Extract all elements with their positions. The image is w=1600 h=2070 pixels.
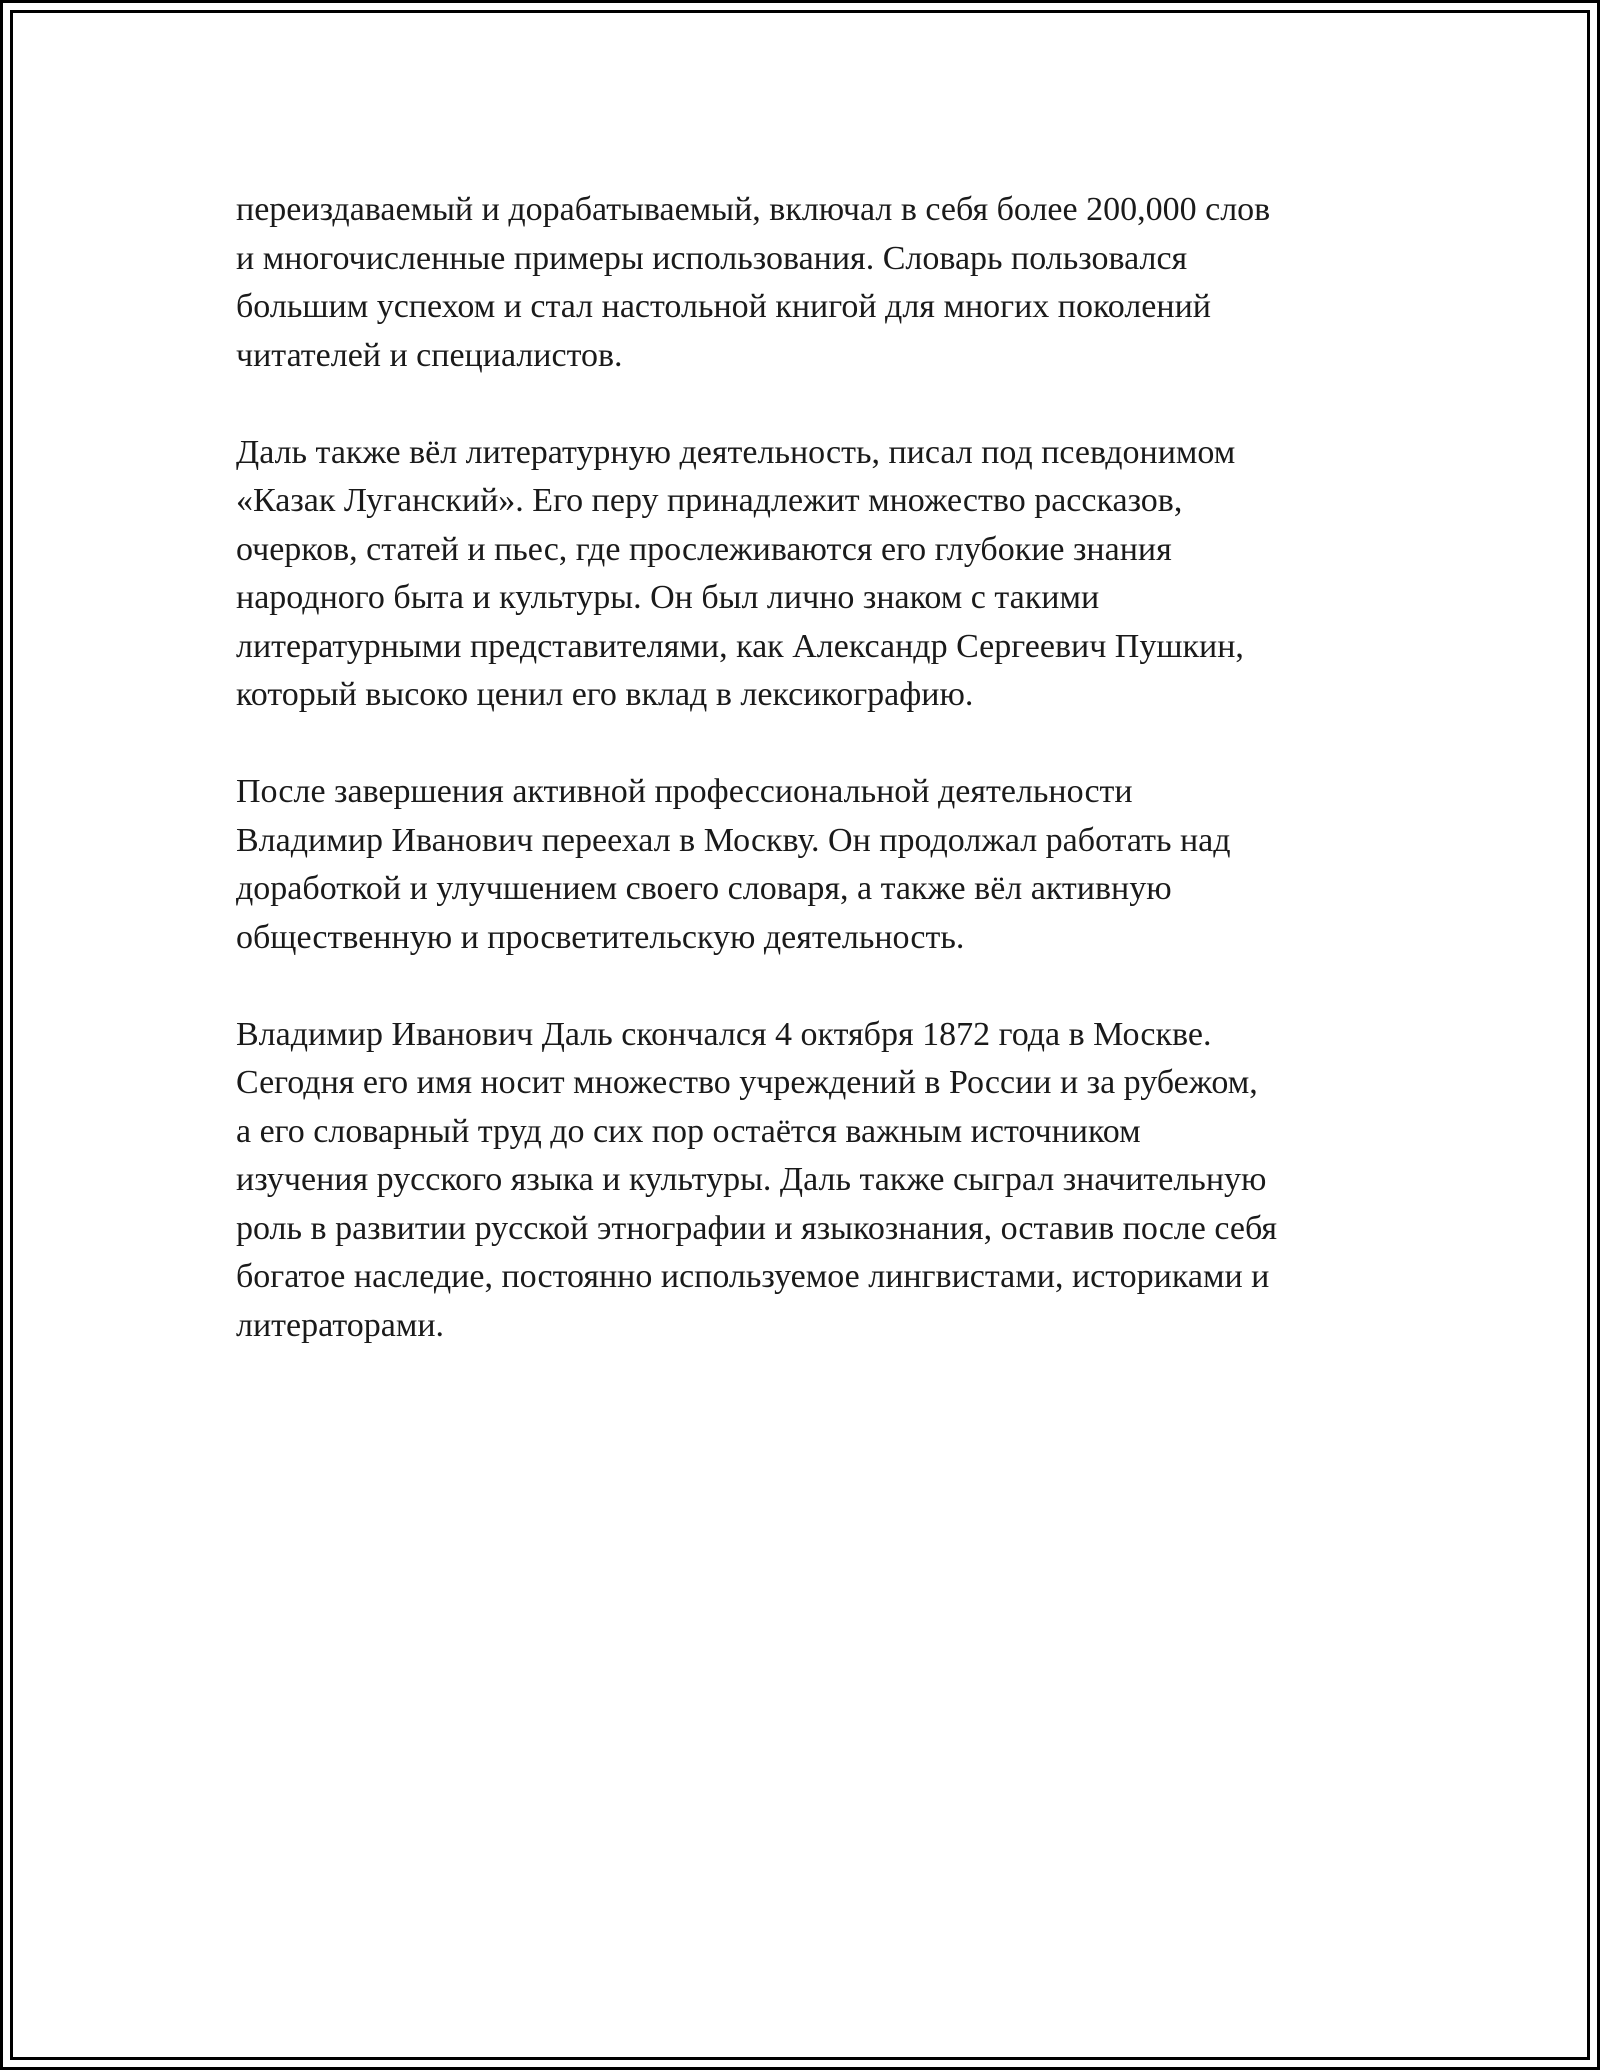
- text-line: который высоко ценил его вклад в лексикографию.: [236, 676, 974, 713]
- text-line: Сегодня его имя носит множество учреждений в России и за рубежом,: [236, 1064, 1258, 1101]
- paragraph-moscow: [236, 768, 1386, 962]
- text-line: После завершения активной профессиональной деятельности: [236, 773, 1133, 810]
- text-line: Владимир Иванович переехал в Москву. Он продолжал работать над: [236, 821, 1231, 859]
- text-line: доработкой и улучшением своего словаря, а также вёл активную: [236, 870, 1172, 907]
- text-line: Владимир Иванович Даль скончался 4 октября 1872 года в Москве.: [236, 1015, 1212, 1053]
- text-line: «Казак Луганский». Его перу принадлежит множество рассказов,: [236, 482, 1183, 519]
- text-line: большим успехом и стал настольной книгой для многих поколений: [236, 288, 1211, 325]
- text-line: очерков, статей и пьес, где прослеживаются его глубокие знания: [236, 530, 1172, 568]
- text-line: переиздаваемый и дорабатываемый, включал в себя более 200,000 слов: [236, 191, 1271, 228]
- text-line: читателей и специалистов.: [236, 336, 623, 374]
- paragraph-literary-work: [236, 429, 1386, 720]
- text-line: народного быта и культуры. Он был лично знаком с такими: [236, 579, 1100, 616]
- text-line: богатое наследие, постоянно используемое лингвистами, историками и: [236, 1258, 1270, 1295]
- text-line: литераторами.: [236, 1306, 445, 1344]
- paragraph-dictionary: [236, 186, 1386, 380]
- text-line: изучения русского языка и культуры. Даль также сыграл значительную: [236, 1161, 1267, 1198]
- text-line: литературными представителями, как Александр Сергеевич Пушкин,: [236, 627, 1244, 665]
- text-line: Даль также вёл литературную деятельность, писал под псевдонимом: [236, 433, 1236, 471]
- text-line: общественную и просветительскую деятельность.: [236, 918, 965, 956]
- document-body: [236, 186, 1386, 1399]
- text-line: а его словарный труд до сих пор остаётся важным источником: [236, 1112, 1141, 1150]
- paragraph-legacy: [236, 1011, 1386, 1351]
- text-line: роль в развитии русской этнографии и языкознания, оставив после себя: [236, 1209, 1278, 1247]
- text-line: и многочисленные примеры использования. Словарь пользовался: [236, 239, 1188, 277]
